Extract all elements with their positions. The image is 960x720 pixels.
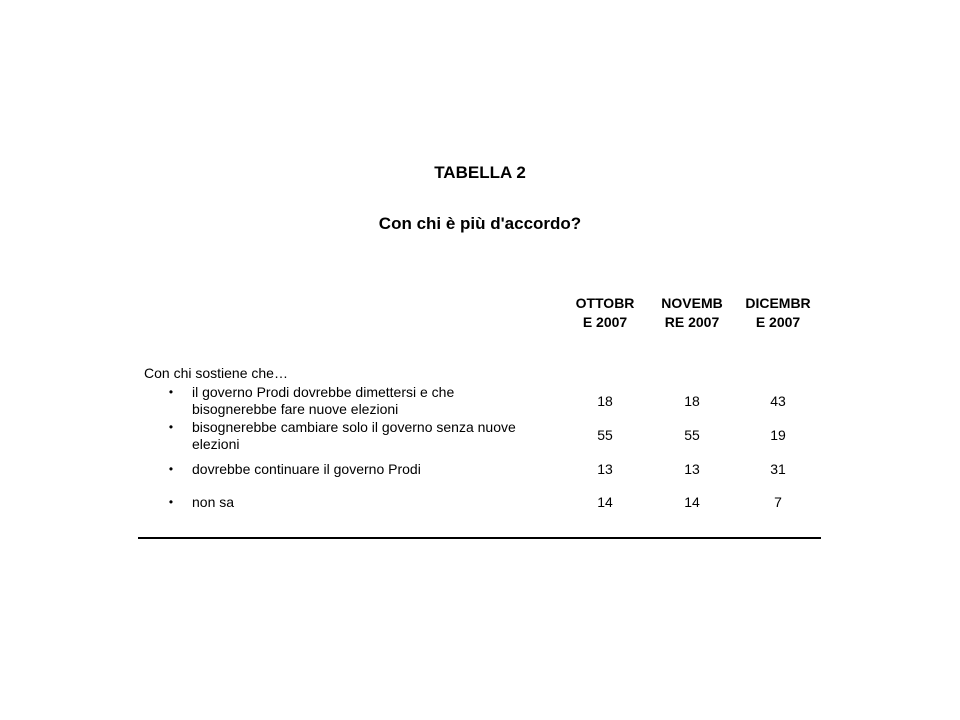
cell-value: 13: [684, 461, 700, 477]
cell-value: 18: [597, 393, 613, 409]
column-header-ottobre: [560, 294, 650, 332]
column-header-novembre: [647, 294, 737, 332]
cell-value: 19: [770, 427, 786, 443]
cell-value: 43: [770, 393, 786, 409]
row-label-line: dovrebbe continuare il governo Prodi: [192, 461, 421, 477]
row-label: [192, 494, 537, 511]
table-subtitle: Con chi è più d'accordo?: [378, 214, 582, 233]
column-header-line: E 2007: [755, 314, 801, 330]
bullet-icon: •: [168, 495, 174, 509]
row-label-line: bisognerebbe cambiare solo il governo senza nuove: [192, 419, 516, 435]
cell-value: 7: [774, 494, 782, 510]
column-header-line: E 2007: [582, 314, 628, 330]
cell-value: 13: [597, 461, 613, 477]
row-label-line: elezioni: [192, 436, 240, 452]
cell-value: 55: [684, 427, 700, 443]
bullet-icon: •: [168, 385, 174, 399]
column-header-line: DICEMBR: [745, 295, 811, 311]
cell-value: 55: [597, 427, 613, 443]
cell-value: 14: [684, 494, 700, 510]
row-label-line: bisognerebbe fare nuove elezioni: [192, 401, 399, 417]
question-intro: Con chi sostiene che…: [144, 365, 288, 381]
column-header-line: OTTOBR: [575, 295, 635, 311]
row-label-line: non sa: [192, 494, 235, 510]
table-title: TABELLA 2: [434, 163, 526, 182]
cell-value: 31: [770, 461, 786, 477]
column-header-line: RE 2007: [664, 314, 720, 330]
row-label: [192, 461, 537, 478]
cell-value: 18: [684, 393, 700, 409]
column-header-line: NOVEMB: [661, 295, 723, 311]
bullet-icon: •: [168, 420, 174, 434]
cell-value: 14: [597, 494, 613, 510]
bottom-rule-divider: [138, 537, 821, 539]
row-label: [192, 419, 537, 453]
column-header-dicembre: [733, 294, 823, 332]
row-label: [192, 384, 537, 418]
bullet-icon: •: [168, 462, 174, 476]
row-label-line: il governo Prodi dovrebbe dimettersi e che: [192, 384, 455, 400]
